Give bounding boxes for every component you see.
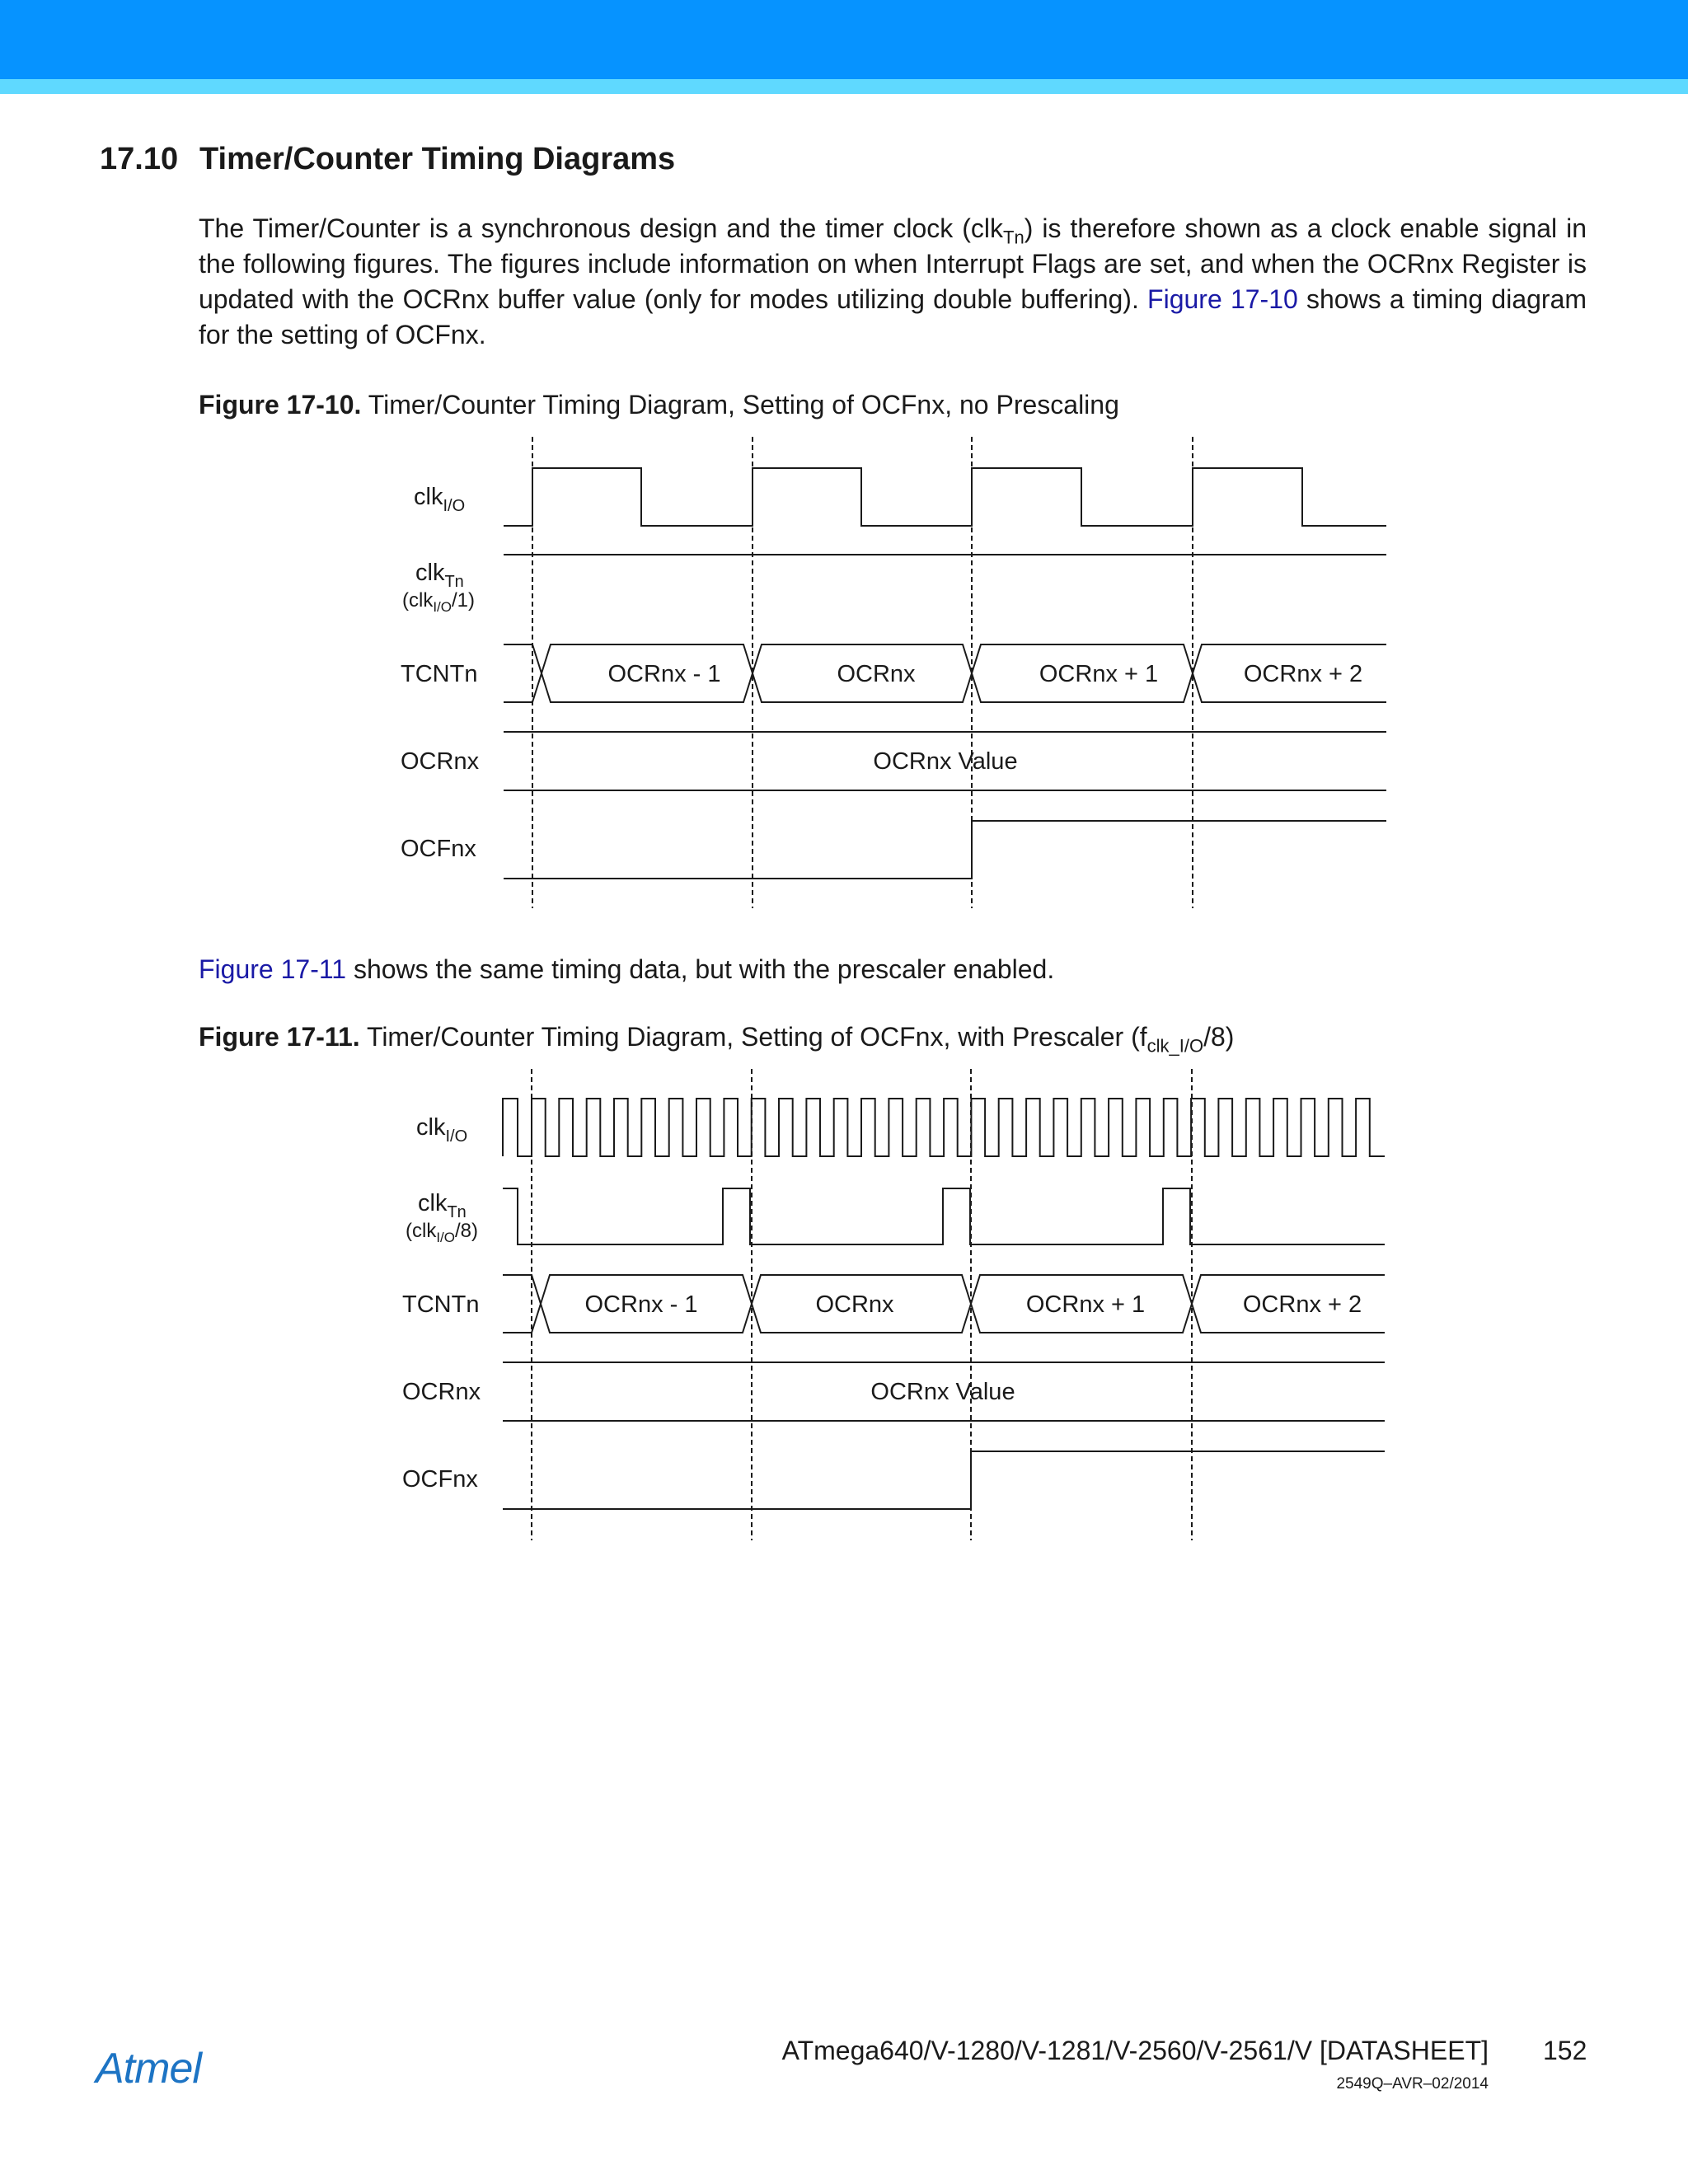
label-ocf: OCFnx — [402, 1466, 478, 1493]
clktn-waveform — [503, 1188, 1385, 1244]
ocr-value: OCRnx Value — [873, 748, 1018, 775]
figure-17-10-link[interactable]: Figure 17-10 — [1147, 284, 1298, 314]
section-title — [100, 142, 675, 177]
tcnt-value-3: OCRnx + 1 — [1039, 661, 1159, 687]
figure-17-10-title: Timer/Counter Timing Diagram, Setting of OCFnx, no Prescaling — [368, 390, 1119, 419]
label-tcnt: TCNTn — [402, 1291, 480, 1318]
clkio-waveform — [504, 468, 1386, 526]
label-clktn-note: (clk$_{I/O}$/1) — [402, 589, 476, 615]
header-strip — [0, 79, 1688, 94]
intro-text-3: shows a timing diagram for the setting of OCFnx. — [199, 284, 1587, 349]
label-clkio: clk$_{I/O}$ — [416, 1114, 468, 1146]
tcnt-value-4: OCRnx + 2 — [1243, 661, 1363, 687]
label-ocr: OCRnx — [402, 1379, 481, 1405]
intro-sub: Tn — [1003, 227, 1025, 248]
tcnt-value-3: OCRnx + 1 — [1025, 1291, 1146, 1318]
footer-doc-title: ATmega640/V-1280/V-1281/V-2560/V-2561/V [DATASHEET] — [781, 2036, 1489, 2065]
timing-diagram-17-10 — [0, 429, 1688, 915]
tcnt-value-2: OCRnx — [837, 661, 916, 687]
page-number: 152 — [1543, 2036, 1587, 2065]
intro-text-1: The Timer/Counter is a synchronous design and the timer clock (clk — [199, 213, 1004, 243]
between-paragraph — [199, 954, 1054, 985]
figure-17-10-caption — [199, 390, 1119, 420]
tcnt-value-4: OCRnx + 2 — [1242, 1291, 1362, 1318]
label-clktn: clk$_{Tn}$ — [415, 560, 464, 591]
section-number: 17.10 — [100, 142, 179, 176]
label-clkio: clk$_{I/O}$ — [414, 484, 466, 515]
figure-17-11-title-sub: clk_I/O — [1146, 1035, 1204, 1057]
label-clktn: clk$_{Tn}$ — [418, 1190, 467, 1221]
label-ocf: OCFnx — [401, 836, 476, 862]
section-title-text: Timer/Counter Timing Diagrams — [199, 142, 676, 176]
ocf-waveform — [503, 1451, 1385, 1509]
figure-17-11-link[interactable]: Figure 17-11 — [199, 954, 347, 984]
tcnt-value-2: OCRnx — [815, 1291, 894, 1318]
atmel-logo: Atmel — [96, 2045, 201, 2093]
figure-17-10-label: Figure 17-10. — [199, 390, 362, 419]
intro-text-2: ) is therefore shown as a clock enable signal in the following figures. The figures include information on when Interrupt Flags are set, and when the OCRnx Register is updated with the OCRnx buffer value (only for modes utilizing double buffering). — [199, 213, 1587, 314]
intro-paragraph — [199, 211, 1587, 353]
ocr-value: OCRnx Value — [870, 1379, 1015, 1405]
label-tcnt: TCNTn — [401, 661, 478, 687]
ocf-waveform — [504, 821, 1386, 879]
label-clktn-note: (clk$_{I/O}$/8) — [406, 1220, 479, 1245]
clkio-waveform — [503, 1099, 1385, 1156]
figure-17-11-title-end: /8) — [1203, 1022, 1235, 1052]
figure-17-11-caption — [199, 1022, 1235, 1057]
figure-17-11-label: Figure 17-11. — [199, 1022, 360, 1052]
tcnt-value-1: OCRnx - 1 — [607, 661, 721, 687]
figure-17-11-title: Timer/Counter Timing Diagram, Setting of OCFnx, with Prescaler (f — [366, 1022, 1147, 1052]
timing-diagram-17-11 — [0, 1059, 1688, 1545]
label-ocr: OCRnx — [401, 748, 480, 775]
tcnt-value-1: OCRnx - 1 — [584, 1291, 698, 1318]
header-bar — [0, 0, 1688, 79]
between-text: shows the same timing data, but with the prescaler enabled. — [346, 954, 1055, 984]
doc-code: 2549Q–AVR–02/2014 — [1336, 2075, 1489, 2093]
